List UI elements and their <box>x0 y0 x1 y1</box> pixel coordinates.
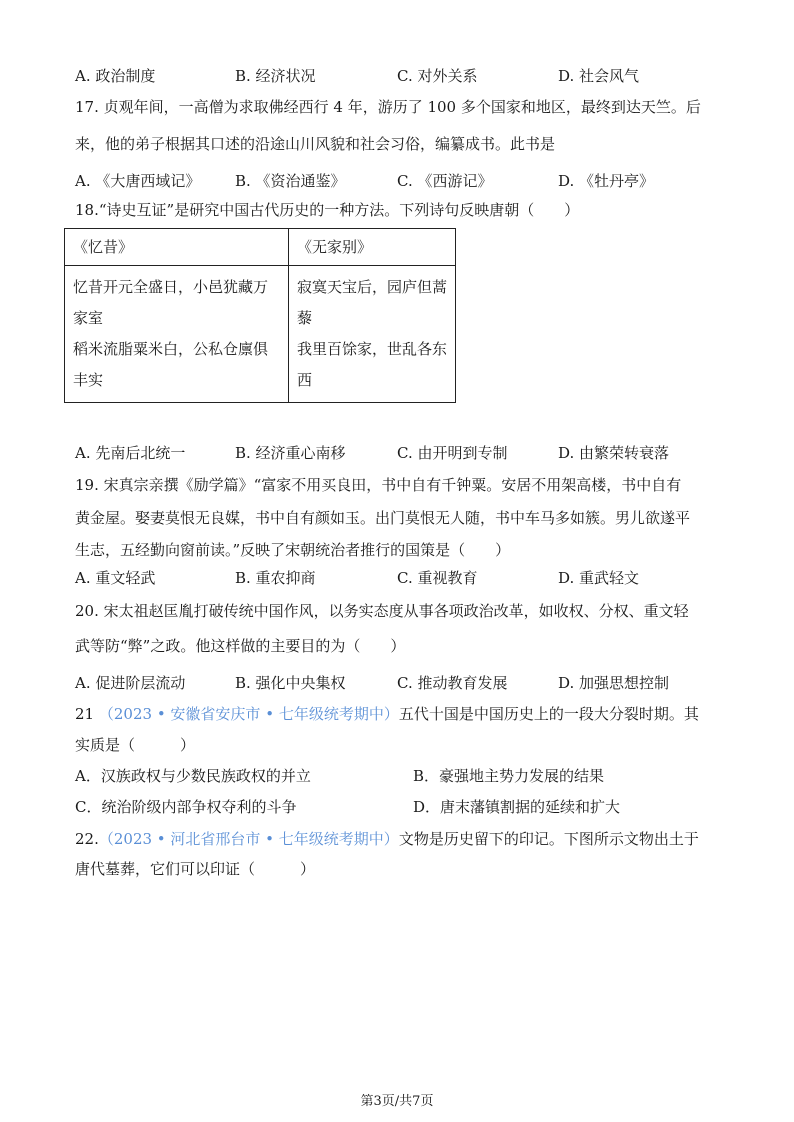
q19-stem-line3: 生志，五经勤向窗前读。”反映了宋朝统治者推行的国策是（ ） <box>75 541 511 559</box>
q22-stem-line2: 唐代墓葬，它们可以印证（ ） <box>75 860 316 878</box>
q21-number: 21 <box>75 705 95 723</box>
q21-option-a: A．汉族政权与少数民族政权的并立 <box>75 767 311 785</box>
page-footer: 第3页/共7页 <box>360 1094 434 1109</box>
q19-option-c: C. 重视教育 <box>397 569 478 587</box>
q19-option-d: D. 重武轻文 <box>558 569 640 587</box>
poem-line: 忆昔开元全盛日，小邑犹藏万 <box>73 278 269 296</box>
q17-option-b: B. 《资治通鉴》 <box>235 172 346 190</box>
q16-option-d: D. 社会风气 <box>558 67 640 85</box>
q19-option-b: B. 重农抑商 <box>235 569 316 587</box>
q21-stem-text: 五代十国是中国历史上的一段大分裂时期。其 <box>398 705 699 723</box>
q17-option-c: C. 《西游记》 <box>397 172 493 190</box>
q22-stem-text: 文物是历史留下的印记。下图所示文物出土于 <box>398 830 699 848</box>
q20-stem-line1: 20. 宋太祖赵匡胤打破传统中国作风，以务实态度从事各项政治改革，如收权、分权、重文轻 <box>75 602 689 620</box>
poem-line: 丰实 <box>73 371 104 389</box>
q18-option-d: D. 由繁荣转衰落 <box>558 444 670 462</box>
poem-line: 藜 <box>297 309 313 327</box>
q22-stem-line1 <box>75 828 699 850</box>
q17-stem-line1: 17. 贞观年间，一高僧为求取佛经西行 4 年，游历了 100 多个国家和地区，最终到达天竺。后 <box>75 98 701 116</box>
poem-header-wujiabie: 《无家别》 <box>289 229 456 266</box>
q18-option-b: B. 经济重心南移 <box>235 444 346 462</box>
q18-option-a: A. 先南后北统一 <box>75 444 186 462</box>
q20-option-c: C. 推动教育发展 <box>397 674 508 692</box>
poem-header-yixi: 《忆昔》 <box>65 229 289 266</box>
q21-option-d: D．唐末藩镇割据的延续和扩大 <box>413 798 621 816</box>
q18-option-c: C. 由开明到专制 <box>397 444 508 462</box>
q18-stem: 18.“诗史互证”是研究中国古代历史的一种方法。下列诗句反映唐朝（ ） <box>75 201 580 219</box>
q16-option-c: C. 对外关系 <box>397 67 478 85</box>
poem-line: 寂寞天宝后，园庐但蒿 <box>297 278 448 296</box>
q17-stem-line2: 来，他的弟子根据其口述的沿途山川风貌和社会习俗，编纂成书。此书是 <box>75 135 556 153</box>
q20-option-d: D. 加强思想控制 <box>558 674 670 692</box>
q21-stem-line1 <box>75 703 699 725</box>
poem-line: 稻米流脂粟米白，公私仓廪俱 <box>73 340 269 358</box>
q22-source-tag: （2023 • 河北省邢台市 • 七年级统考期中） <box>98 830 399 848</box>
q16-option-a: A. 政治制度 <box>75 67 156 85</box>
poem-line: 我里百馀家，世乱各东 <box>297 340 448 358</box>
q22-number: 22. <box>75 830 99 848</box>
q20-stem-line2: 武等防“弊”之政。他这样做的主要目的为（ ） <box>75 637 406 655</box>
q21-stem-line2: 实质是（ ） <box>75 736 196 754</box>
q21-option-c: C．统治阶级内部争权夺利的斗争 <box>75 798 297 816</box>
q19-stem-line2: 黄金屋。娶妻莫恨无良媒，书中自有颜如玉。出门莫恨无人随，书中车马多如簇。男儿欲遂平 <box>75 509 691 527</box>
q19-stem-line1: 19. 宋真宗亲撰《励学篇》“富家不用买良田，书中自有千钟粟。安居不用架高楼，书中自有 <box>75 476 682 494</box>
q21-option-b: B．豪强地主势力发展的结果 <box>413 767 605 785</box>
poem-line: 家室 <box>73 309 104 327</box>
poem-line: 西 <box>297 371 313 389</box>
q17-option-d: D. 《牡丹亭》 <box>558 172 655 190</box>
q21-source-tag: （2023 • 安徽省安庆市 • 七年级统考期中） <box>98 705 399 723</box>
poem-cell-wujiabie <box>289 266 456 403</box>
poem-table <box>64 228 456 403</box>
poem-cell-yixi <box>65 266 289 403</box>
q20-option-a: A. 促进阶层流动 <box>75 674 186 692</box>
q20-option-b: B. 强化中央集权 <box>235 674 346 692</box>
q17-option-a: A. 《大唐西域记》 <box>75 172 201 190</box>
q19-option-a: A. 重文轻武 <box>75 569 156 587</box>
q16-option-b: B. 经济状况 <box>235 67 316 85</box>
